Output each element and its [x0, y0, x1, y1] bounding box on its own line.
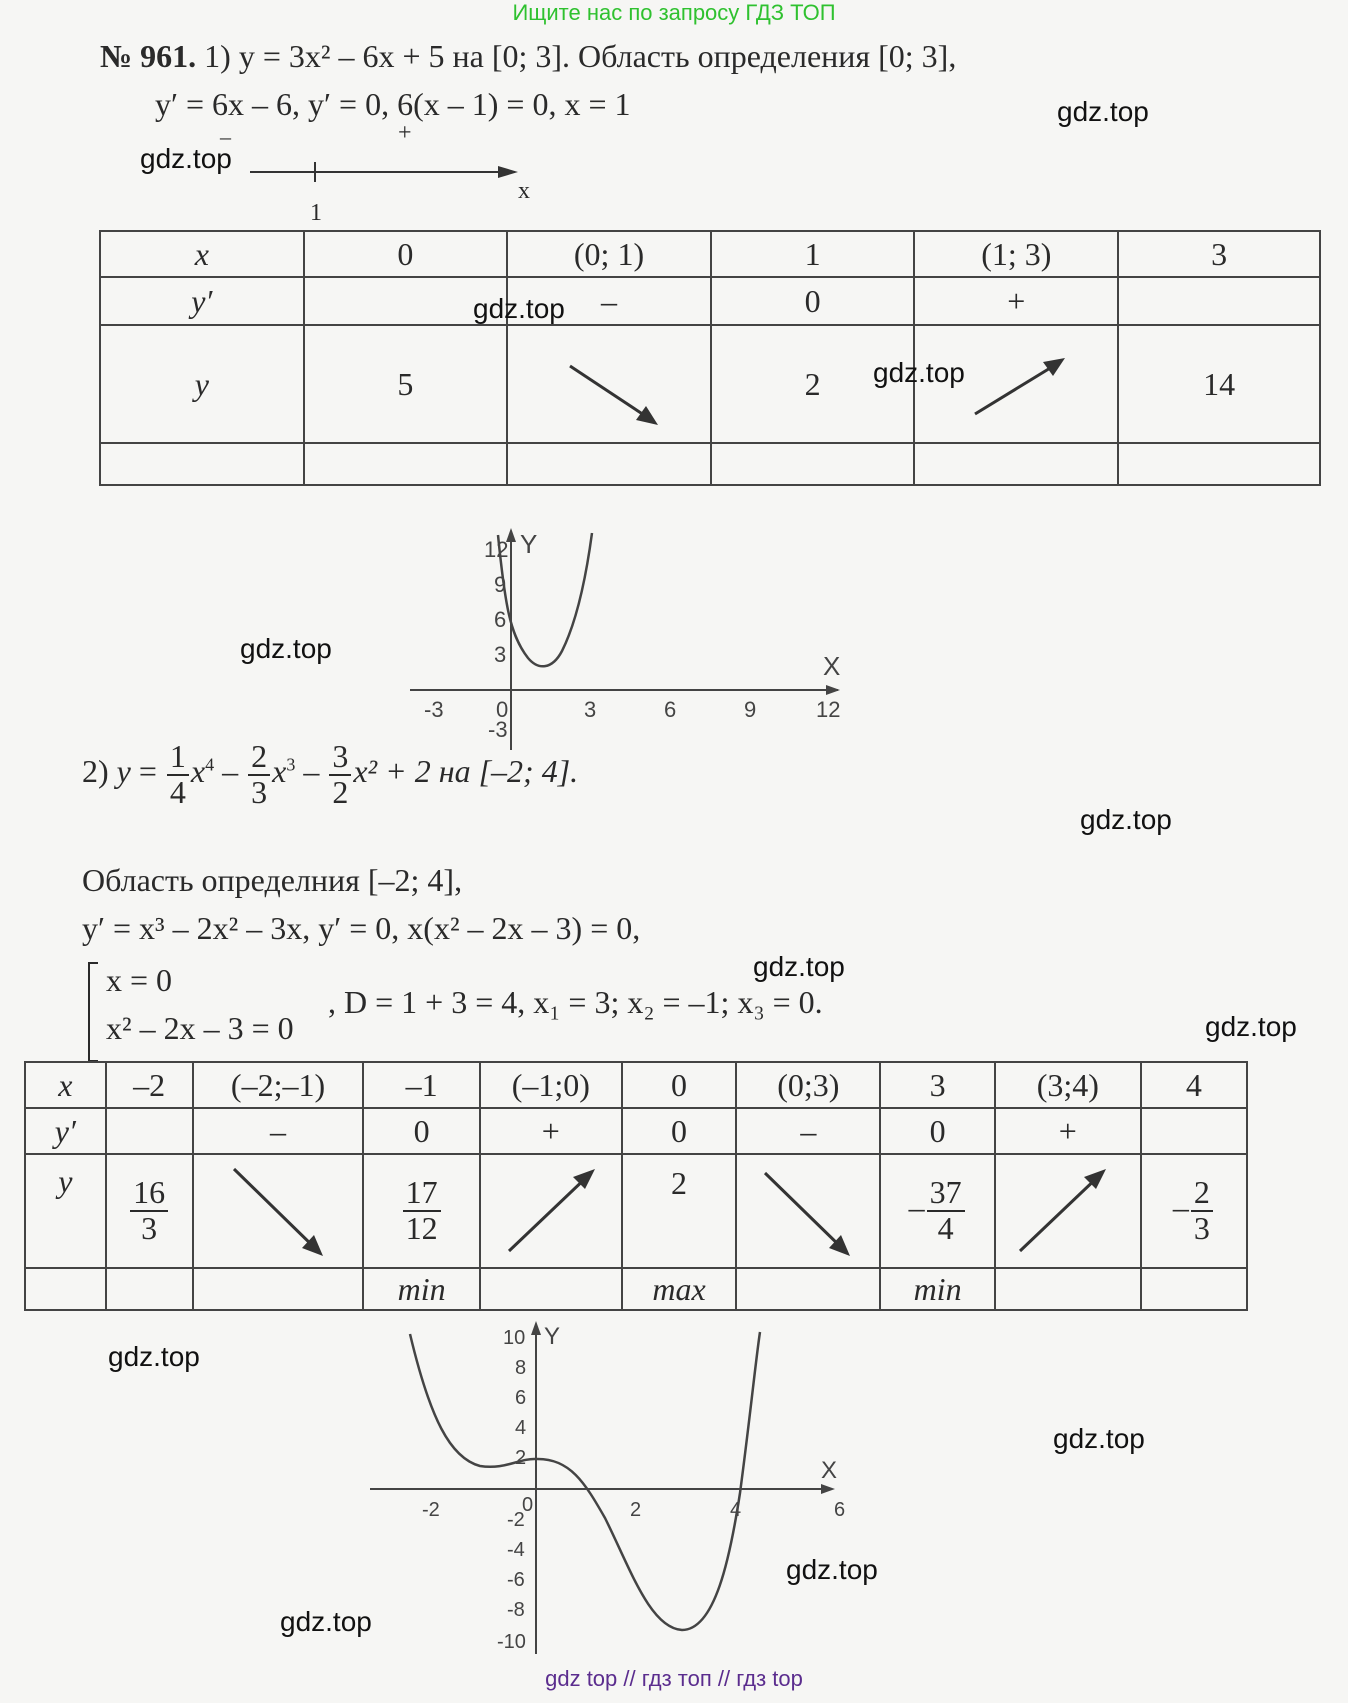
part1-derivative: y′ = 6x – 6, y′ = 0, 6(x – 1) = 0, x = 1: [155, 86, 631, 122]
t2-d0: y′: [54, 1112, 76, 1149]
t2-min-2: min: [913, 1270, 962, 1307]
g2-ytick-4: 4: [515, 1417, 527, 1439]
t1-v3: 2: [711, 325, 915, 443]
g1-xtick-12: 12: [816, 697, 841, 722]
t2-ylabel: y: [58, 1163, 73, 1199]
t2-v4-sign: –: [1172, 1189, 1189, 1226]
part2-label: 2): [82, 752, 109, 789]
t2-h5: 0: [622, 1062, 737, 1108]
t2-v-m1: $\frac{17}{12}$: [403, 1176, 441, 1245]
t1-d2: –: [507, 277, 711, 325]
part1-function: y = 3x² – 6x + 5 на [0; 3]. Область определения [0; 3],: [238, 38, 957, 74]
g2-x-arrowhead: [821, 1484, 835, 1494]
t2-min-1: min: [397, 1270, 446, 1307]
t2-h0: x: [58, 1066, 73, 1103]
t2-h8: (3;4): [995, 1062, 1141, 1108]
problem-number: № 961.: [100, 38, 197, 74]
g1-ytick-12: 12: [484, 537, 509, 562]
table2-extrema-row: [25, 1268, 1247, 1310]
g1-xtick-m3: -3: [424, 697, 444, 722]
g2-xtick-6: 6: [834, 1499, 846, 1521]
t2-v-0: 2: [622, 1154, 737, 1268]
sign-axis: [180, 120, 540, 226]
watermark-4: gdz.top: [873, 357, 965, 388]
t2-max: max: [652, 1270, 706, 1307]
system-roots: , D = 1 + 3 = 4, x₁ = 3; x₂ = –1; x₃ = 0.: [328, 984, 823, 1020]
g1-xtick-6: 6: [664, 697, 677, 722]
sign-axis-label: x: [518, 178, 530, 204]
arrow-up-icon: [481, 1155, 623, 1269]
watermark-5: gdz.top: [240, 633, 332, 664]
t2-d4: +: [480, 1108, 622, 1154]
t2-h3: –1: [363, 1062, 479, 1108]
t1-h0: x: [194, 235, 209, 272]
arrow-up-icon: [996, 1155, 1142, 1269]
t1-d3: 0: [711, 277, 915, 325]
t2-inc-1: [480, 1154, 622, 1268]
t2-inc-2: [995, 1154, 1141, 1268]
part2-frac2: $\frac{2}{3}$: [248, 740, 270, 809]
g2-ytick-8: 8: [515, 1357, 527, 1379]
part2-frac1: $\frac{1}{4}$: [167, 740, 189, 809]
table-part1: [99, 230, 1321, 486]
t1-decreasing: [507, 325, 711, 443]
t2-h7: 3: [880, 1062, 994, 1108]
t1-h3: 1: [711, 231, 915, 277]
graph-part2: [370, 1318, 870, 1658]
watermark-1: gdz.top: [1057, 96, 1149, 127]
t2-v-4: $\frac{2}{3}$: [1191, 1176, 1213, 1245]
table1-deriv-row: [100, 277, 1320, 325]
g2-ytick-m10: -10: [497, 1631, 526, 1653]
part2-function: 2) y = $\frac{1}{4}$ $x^4$ – $\frac{2}{3}$ $x^3$ – $\frac{3}{2}$ x² + 2 на [–2; 4].: [82, 738, 579, 810]
table1-header-row: [100, 231, 1320, 277]
t2-d2: –: [193, 1108, 364, 1154]
system-brace: [88, 962, 98, 1062]
t1-h2: (0; 1): [507, 231, 711, 277]
g1-xtick-9: 9: [744, 697, 757, 722]
table-part2: [24, 1061, 1248, 1311]
t1-h5: 3: [1118, 231, 1320, 277]
g1-ytick-9: 9: [494, 572, 507, 597]
g1-x-arrowhead: [826, 685, 840, 695]
table2-header-row: [25, 1062, 1247, 1108]
g2-xtick-m2: -2: [422, 1499, 440, 1521]
g2-ytick-m2: -2: [507, 1509, 525, 1531]
part2-tail: x² + 2 на [–2; 4].: [353, 752, 579, 789]
t1-d5: [1118, 277, 1320, 325]
table1-empty-row: [100, 443, 1320, 485]
t1-v0: y: [194, 365, 209, 402]
problem-line-1: [100, 38, 956, 75]
t2-v3-sign: –: [908, 1189, 925, 1226]
top-banner: Ищите нас по запросу ГДЗ ТОП: [512, 0, 836, 25]
table2-value-row: [25, 1154, 1247, 1268]
t2-h9: 4: [1141, 1062, 1247, 1108]
t2-dec-2: [736, 1154, 880, 1268]
part2-domain: Область определния [–2; 4],: [82, 862, 463, 898]
g2-ytick-m8: -8: [507, 1599, 525, 1621]
t2-d9: [1141, 1108, 1247, 1154]
t2-d7: 0: [880, 1108, 994, 1154]
sign-point: 1: [310, 200, 322, 226]
watermark-8: gdz.top: [1205, 1011, 1297, 1042]
t2-h6: (0;3): [736, 1062, 880, 1108]
g1-ytick-m3: -3: [488, 717, 508, 742]
part2-derivative: y′ = x³ – 2x² – 3x, y′ = 0, x(x² – 2x – 3) = 0,: [82, 910, 641, 946]
t1-d0: y′: [191, 282, 213, 319]
g2-ytick-6: 6: [515, 1387, 527, 1409]
t2-d5: 0: [622, 1108, 737, 1154]
watermark-7: gdz.top: [753, 951, 845, 982]
table2-deriv-row: [25, 1108, 1247, 1154]
t2-d1: [106, 1108, 193, 1154]
g2-curve: [410, 1332, 760, 1630]
g2-y-label: Y: [544, 1323, 561, 1350]
g1-ytick-3: 3: [494, 642, 507, 667]
g1-xtick-0: 0: [496, 697, 509, 722]
t2-d6: –: [736, 1108, 880, 1154]
g2-ytick-2: 2: [515, 1447, 527, 1469]
watermark-11: gdz.top: [786, 1554, 878, 1585]
g2-ytick-10: 10: [503, 1327, 526, 1349]
system-eq2: x² – 2x – 3 = 0: [106, 1010, 294, 1046]
axis-arrowhead: [498, 166, 518, 178]
g2-ytick-m6: -6: [507, 1569, 525, 1591]
t2-h1: –2: [106, 1062, 193, 1108]
bottom-banner: gdz top // гдз топ // гдз top: [545, 1666, 803, 1691]
system-eq1: x = 0: [106, 962, 173, 998]
arrow-down-icon: [737, 1155, 881, 1269]
watermark-10: gdz.top: [1053, 1423, 1145, 1454]
watermark-12: gdz.top: [280, 1606, 372, 1637]
watermark-2: gdz.top: [140, 143, 232, 174]
t2-h4: (–1;0): [480, 1062, 622, 1108]
t1-v5: 14: [1118, 325, 1320, 443]
watermark-6: gdz.top: [1080, 804, 1172, 835]
graph-part1: [400, 525, 870, 755]
g1-x-label: X: [823, 651, 841, 681]
watermark-3: gdz.top: [473, 293, 565, 324]
t2-d3: 0: [363, 1108, 479, 1154]
sign-minus: –: [220, 124, 231, 149]
g1-xtick-3: 3: [584, 697, 597, 722]
t1-h1: 0: [304, 231, 508, 277]
sign-plus: +: [398, 120, 412, 146]
arrow-down-icon: [194, 1155, 366, 1269]
g1-curve: [498, 533, 592, 666]
g2-xtick-2: 2: [630, 1499, 642, 1521]
g2-xtick-0: 0: [522, 1494, 534, 1516]
g2-x-label: X: [821, 1457, 838, 1484]
sign-axis-svg: [180, 124, 540, 224]
g2-ytick-m4: -4: [507, 1539, 525, 1561]
t2-v-3: $\frac{37}{4}$: [927, 1176, 965, 1245]
part1-label: 1): [204, 38, 231, 74]
t2-d8: +: [995, 1108, 1141, 1154]
arrow-down-icon: [508, 326, 712, 444]
g1-ytick-6: 6: [494, 607, 507, 632]
t2-dec-1: [193, 1154, 364, 1268]
t1-d4: +: [914, 277, 1118, 325]
t1-h4: (1; 3): [914, 231, 1118, 277]
t2-v-m2: $\frac{16}{3}$: [130, 1176, 168, 1245]
g1-y-label: Y: [520, 529, 538, 559]
t1-v1: 5: [304, 325, 508, 443]
g2-xtick-4: 4: [730, 1499, 742, 1521]
t2-h2: (–2;–1): [193, 1062, 364, 1108]
part2-frac3: $\frac{3}{2}$: [329, 740, 351, 809]
table1-value-row: [100, 325, 1320, 443]
g2-y-arrowhead: [531, 1321, 541, 1335]
watermark-9: gdz.top: [108, 1341, 200, 1372]
